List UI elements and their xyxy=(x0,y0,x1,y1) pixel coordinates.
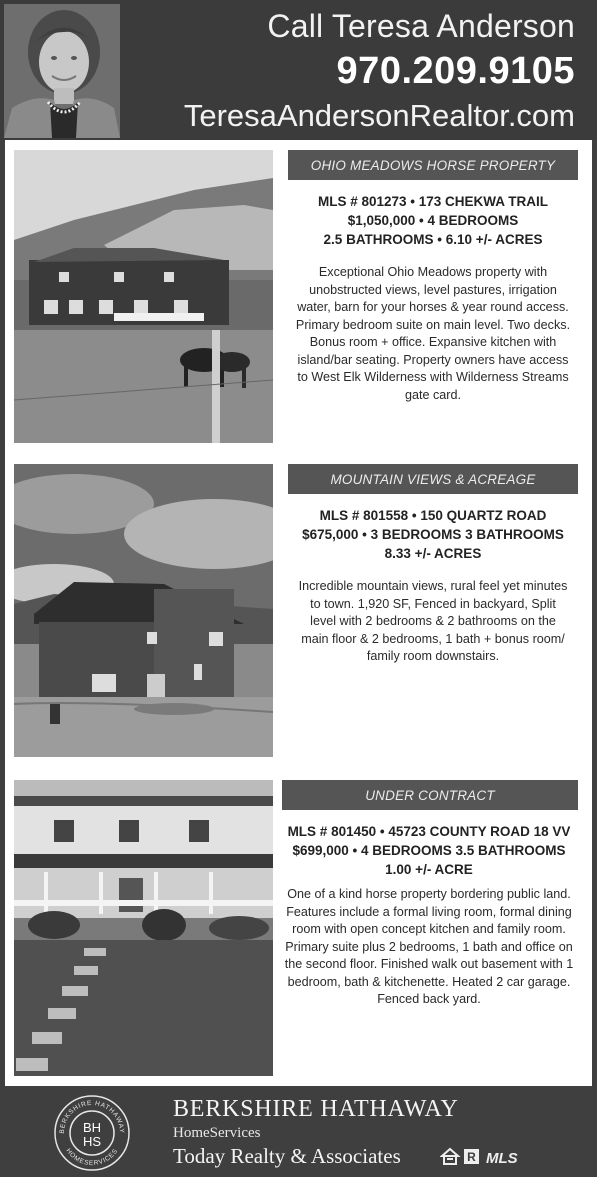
brand-name: BERKSHIRE HATHAWAY xyxy=(173,1096,459,1122)
listing-specs xyxy=(285,506,581,563)
compliance-logos xyxy=(440,1146,536,1168)
spec-line: 8.33 +/- ACRES xyxy=(384,546,482,561)
desc-line: Bonus room + office. Expansive kitchen with xyxy=(309,335,557,349)
spec-line: 1.00 +/- ACRE xyxy=(385,862,473,877)
brand-subtitle: HomeServices xyxy=(173,1125,261,1141)
website-link[interactable]: TeresaAndersonRealtor.com xyxy=(183,98,575,133)
equal-housing-icon xyxy=(442,1149,458,1164)
spec-line: 2.5 BATHROOMS • 6.10 +/- ACRES xyxy=(323,232,543,247)
desc-line: main floor & 2 bedrooms, 1 bath + bonus room/ xyxy=(301,631,565,646)
logo-monogram-top: BH xyxy=(82,1120,102,1135)
listing-photo-ohio-meadows xyxy=(14,150,273,443)
spec-line: $699,000 • 4 BEDROOMS 3.5 BATHROOMS xyxy=(292,843,566,858)
listings-panel xyxy=(5,140,592,1086)
desc-line: gate card. xyxy=(404,387,461,402)
desc-line: to town. 1,920 SF, Fenced in backyard, Split xyxy=(310,596,556,611)
call-agent-text: Call Teresa Anderson xyxy=(267,8,575,44)
agent-header xyxy=(0,0,597,140)
desc-line: Fenced back yard. xyxy=(377,992,481,1006)
desc-line: room with open concept kitchen and family room. xyxy=(292,922,566,936)
spec-line: MLS # 801273 • 173 CHEKWA TRAIL xyxy=(317,194,549,209)
bhhs-seal-logo xyxy=(52,1093,132,1173)
mls-badge-text: MLS xyxy=(486,1150,518,1167)
spec-line: $1,050,000 • 4 BEDROOMS xyxy=(347,213,519,228)
desc-line: Incredible mountain views, rural feel yet minutes xyxy=(298,579,568,593)
listing-banner: UNDER CONTRACT xyxy=(282,780,578,810)
desc-line: the second floor. Finished walk out basement with 1 xyxy=(284,957,574,971)
realtor-icon xyxy=(464,1149,479,1164)
listing-card xyxy=(5,456,592,766)
desc-line: unobstructed views, level pastures, irrigation xyxy=(309,282,557,297)
listing-card xyxy=(5,140,592,450)
listing-card xyxy=(5,774,592,1086)
desc-line: island/bar seating. Property owners have access xyxy=(297,352,569,367)
listing-photo-mountain-views xyxy=(14,464,273,757)
desc-line: Features include a formal living room, formal dining xyxy=(286,904,572,919)
listing-specs xyxy=(285,192,581,249)
desc-line: Primary bedroom suite on main level. Two decks. xyxy=(295,317,571,332)
listing-description xyxy=(281,578,585,666)
desc-line: level with 2 bedrooms & 2 bathrooms on the xyxy=(310,614,556,628)
brokerage-footer xyxy=(0,1086,597,1177)
desc-line: family room downstairs. xyxy=(366,649,500,663)
agent-portrait-photo xyxy=(4,4,120,138)
listing-specs xyxy=(277,822,581,879)
spec-line: $675,000 • 3 BEDROOMS 3 BATHROOMS xyxy=(302,527,564,542)
desc-line: Exceptional Ohio Meadows property with xyxy=(318,265,548,279)
listing-photo-county-road xyxy=(14,780,273,1076)
realtor-badge-text: R xyxy=(467,1150,476,1164)
mls-icon xyxy=(486,1150,518,1167)
office-name: Today Realty & Associates xyxy=(173,1144,401,1168)
desc-line: Primary suite plus 2 bedrooms, 1 bath and office on xyxy=(285,939,573,954)
logo-monogram-bottom: HS xyxy=(82,1134,102,1149)
logo-ring-top-text: BERKSHIRE HATHAWAY xyxy=(58,1099,126,1134)
listing-banner: OHIO MEADOWS HORSE PROPERTY xyxy=(288,150,578,180)
spec-line: MLS # 801450 • 45723 COUNTY ROAD 18 VV xyxy=(287,824,571,839)
desc-line: bedroom, bath & kitchenette. Heated 2 car garage. xyxy=(287,974,571,989)
desc-line: water, barn for your horses & year round access. xyxy=(297,300,569,314)
listing-description xyxy=(281,264,585,404)
desc-line: to West Elk Wilderness with Wilderness Streams xyxy=(297,370,569,384)
listing-description xyxy=(273,886,585,1009)
logo-ring-bottom-text: HOMESERVICES xyxy=(64,1147,120,1168)
phone-number[interactable]: 970.209.9105 xyxy=(336,50,575,92)
desc-line: One of a kind horse property bordering public land. xyxy=(287,887,571,901)
spec-line: MLS # 801558 • 150 QUARTZ ROAD xyxy=(319,508,547,523)
listing-banner: MOUNTAIN VIEWS & ACREAGE xyxy=(288,464,578,494)
